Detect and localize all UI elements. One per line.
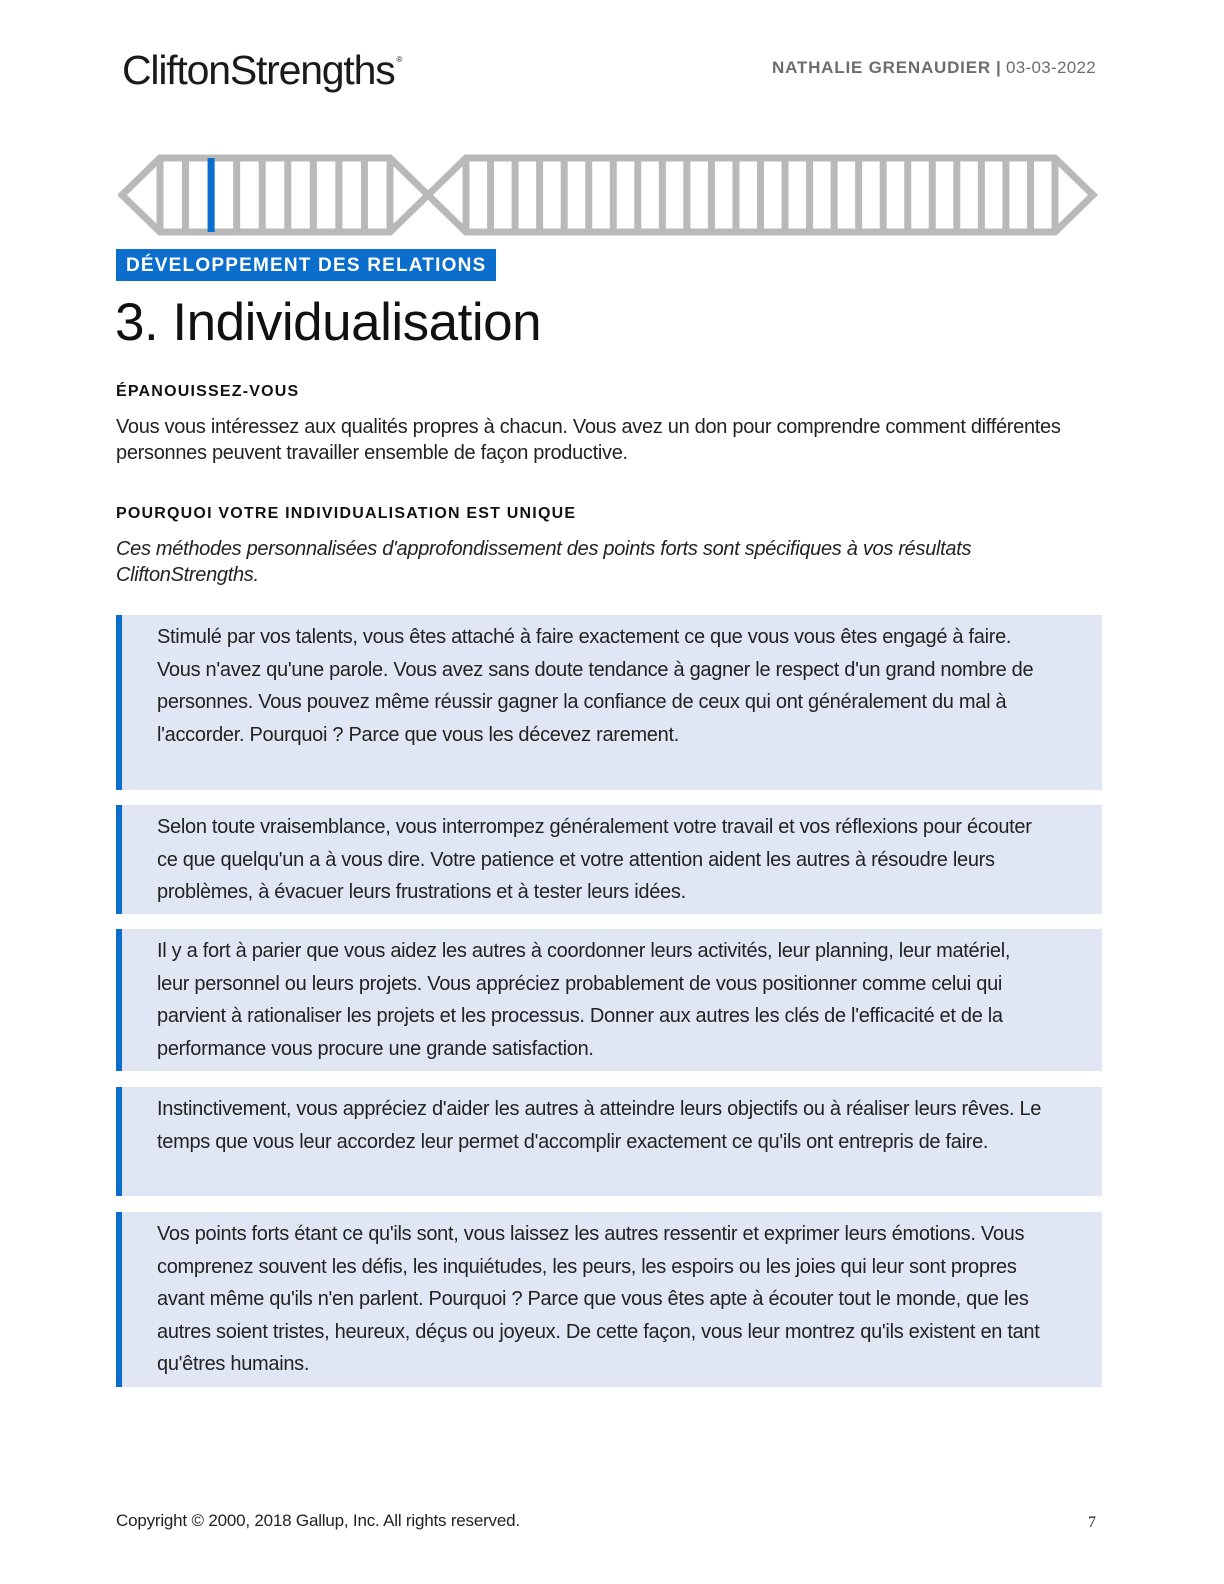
copyright-notice: Copyright © 2000, 2018 Gallup, Inc. All rights reserved. bbox=[116, 1511, 520, 1530]
insight-card: Instinctivement, vous appréciez d'aider les autres à atteindre leurs objectifs ou à réaliser leurs rêves. Le temps que vous leur accordez leur permet d'accomplir exactement ce qu'ils ont entrepris de faire. bbox=[116, 1087, 1102, 1196]
insight-card: Stimulé par vos talents, vous êtes attaché à faire exactement ce que vous vous êtes engagé à faire. Vous n'avez qu'une parole. Vous avez sans doute tendance à gagner le respect d'un grand nombre de personnes. Vous pouvez même réussir gagner la confiance de ceux qui ont généralement du mal à l'accorder. Pourquoi ? Parce que vous les décevez rarement. bbox=[116, 615, 1102, 790]
report-owner-header bbox=[772, 58, 1096, 78]
cliftonstrengths-logo bbox=[122, 47, 402, 93]
top-themes-outline bbox=[122, 158, 428, 232]
thrive-heading: ÉPANOUISSEZ-VOUS bbox=[116, 383, 300, 400]
header-separator: | bbox=[990, 58, 1007, 77]
user-name: NATHALIE GRENAUDIER bbox=[772, 58, 991, 77]
insight-card: Vos points forts étant ce qu'ils sont, vous laissez les autres ressentir et exprimer leurs émotions. Vous comprenez souvent les défis, les inquiétudes, les peurs, les espoirs ou les joies qui leur sont propres avant même qu'ils n'en parlent. Pourquoi ? Parce que vous êtes apte à écouter tout le monde, que les autres soient tristes, heureux, déçus ou joyeux. De cette façon, vous leur montrez qu'ils existent en tant qu'êtres humains. bbox=[116, 1212, 1102, 1387]
ribbon-bars bbox=[160, 158, 1055, 232]
theme-title: 3. Individualisation bbox=[115, 293, 542, 352]
unique-intro: Ces méthodes personnalisées d'approfondissement des points forts sont spécifiques à vos résultats CliftonStrengths. bbox=[116, 538, 972, 586]
page-number: 7 bbox=[1088, 1514, 1096, 1531]
insight-card: Il y a fort à parier que vous aidez les autres à coordonner leurs activités, leur planning, leur matériel, leur personnel ou leurs projets. Vous appréciez probablement de vous positionner comme celui qui parvient à rationaliser les projets et les processus. Donner aux autres les clés de l'efficacité et de la performance vous procure une grande satisfaction. bbox=[116, 929, 1102, 1071]
ribbon-outline bbox=[122, 158, 1093, 232]
unique-heading: POURQUOI VOTRE INDIVIDUALISATION EST UNIQUE bbox=[116, 505, 577, 522]
theme-rank-ribbon bbox=[118, 154, 1098, 236]
domain-badge: DÉVELOPPEMENT DES RELATIONS bbox=[116, 249, 496, 281]
logo-text: CliftonStrengths bbox=[122, 47, 395, 93]
registered-mark: ® bbox=[396, 55, 402, 64]
thrive-text: Vous vous intéressez aux qualités propres à chacun. Vous avez un don pour comprendre comment différentes personnes peuvent travailler ensemble de façon productive. bbox=[116, 416, 1061, 464]
report-date: 03-03-2022 bbox=[1006, 58, 1096, 77]
insight-card: Selon toute vraisemblance, vous interrompez généralement votre travail et vos réflexions pour écouter ce que quelqu'un a à vous dire. Votre patience et votre attention aident les autres à résoudre leurs problèmes, à évacuer leurs frustrations et à tester leurs idées. bbox=[116, 805, 1102, 914]
